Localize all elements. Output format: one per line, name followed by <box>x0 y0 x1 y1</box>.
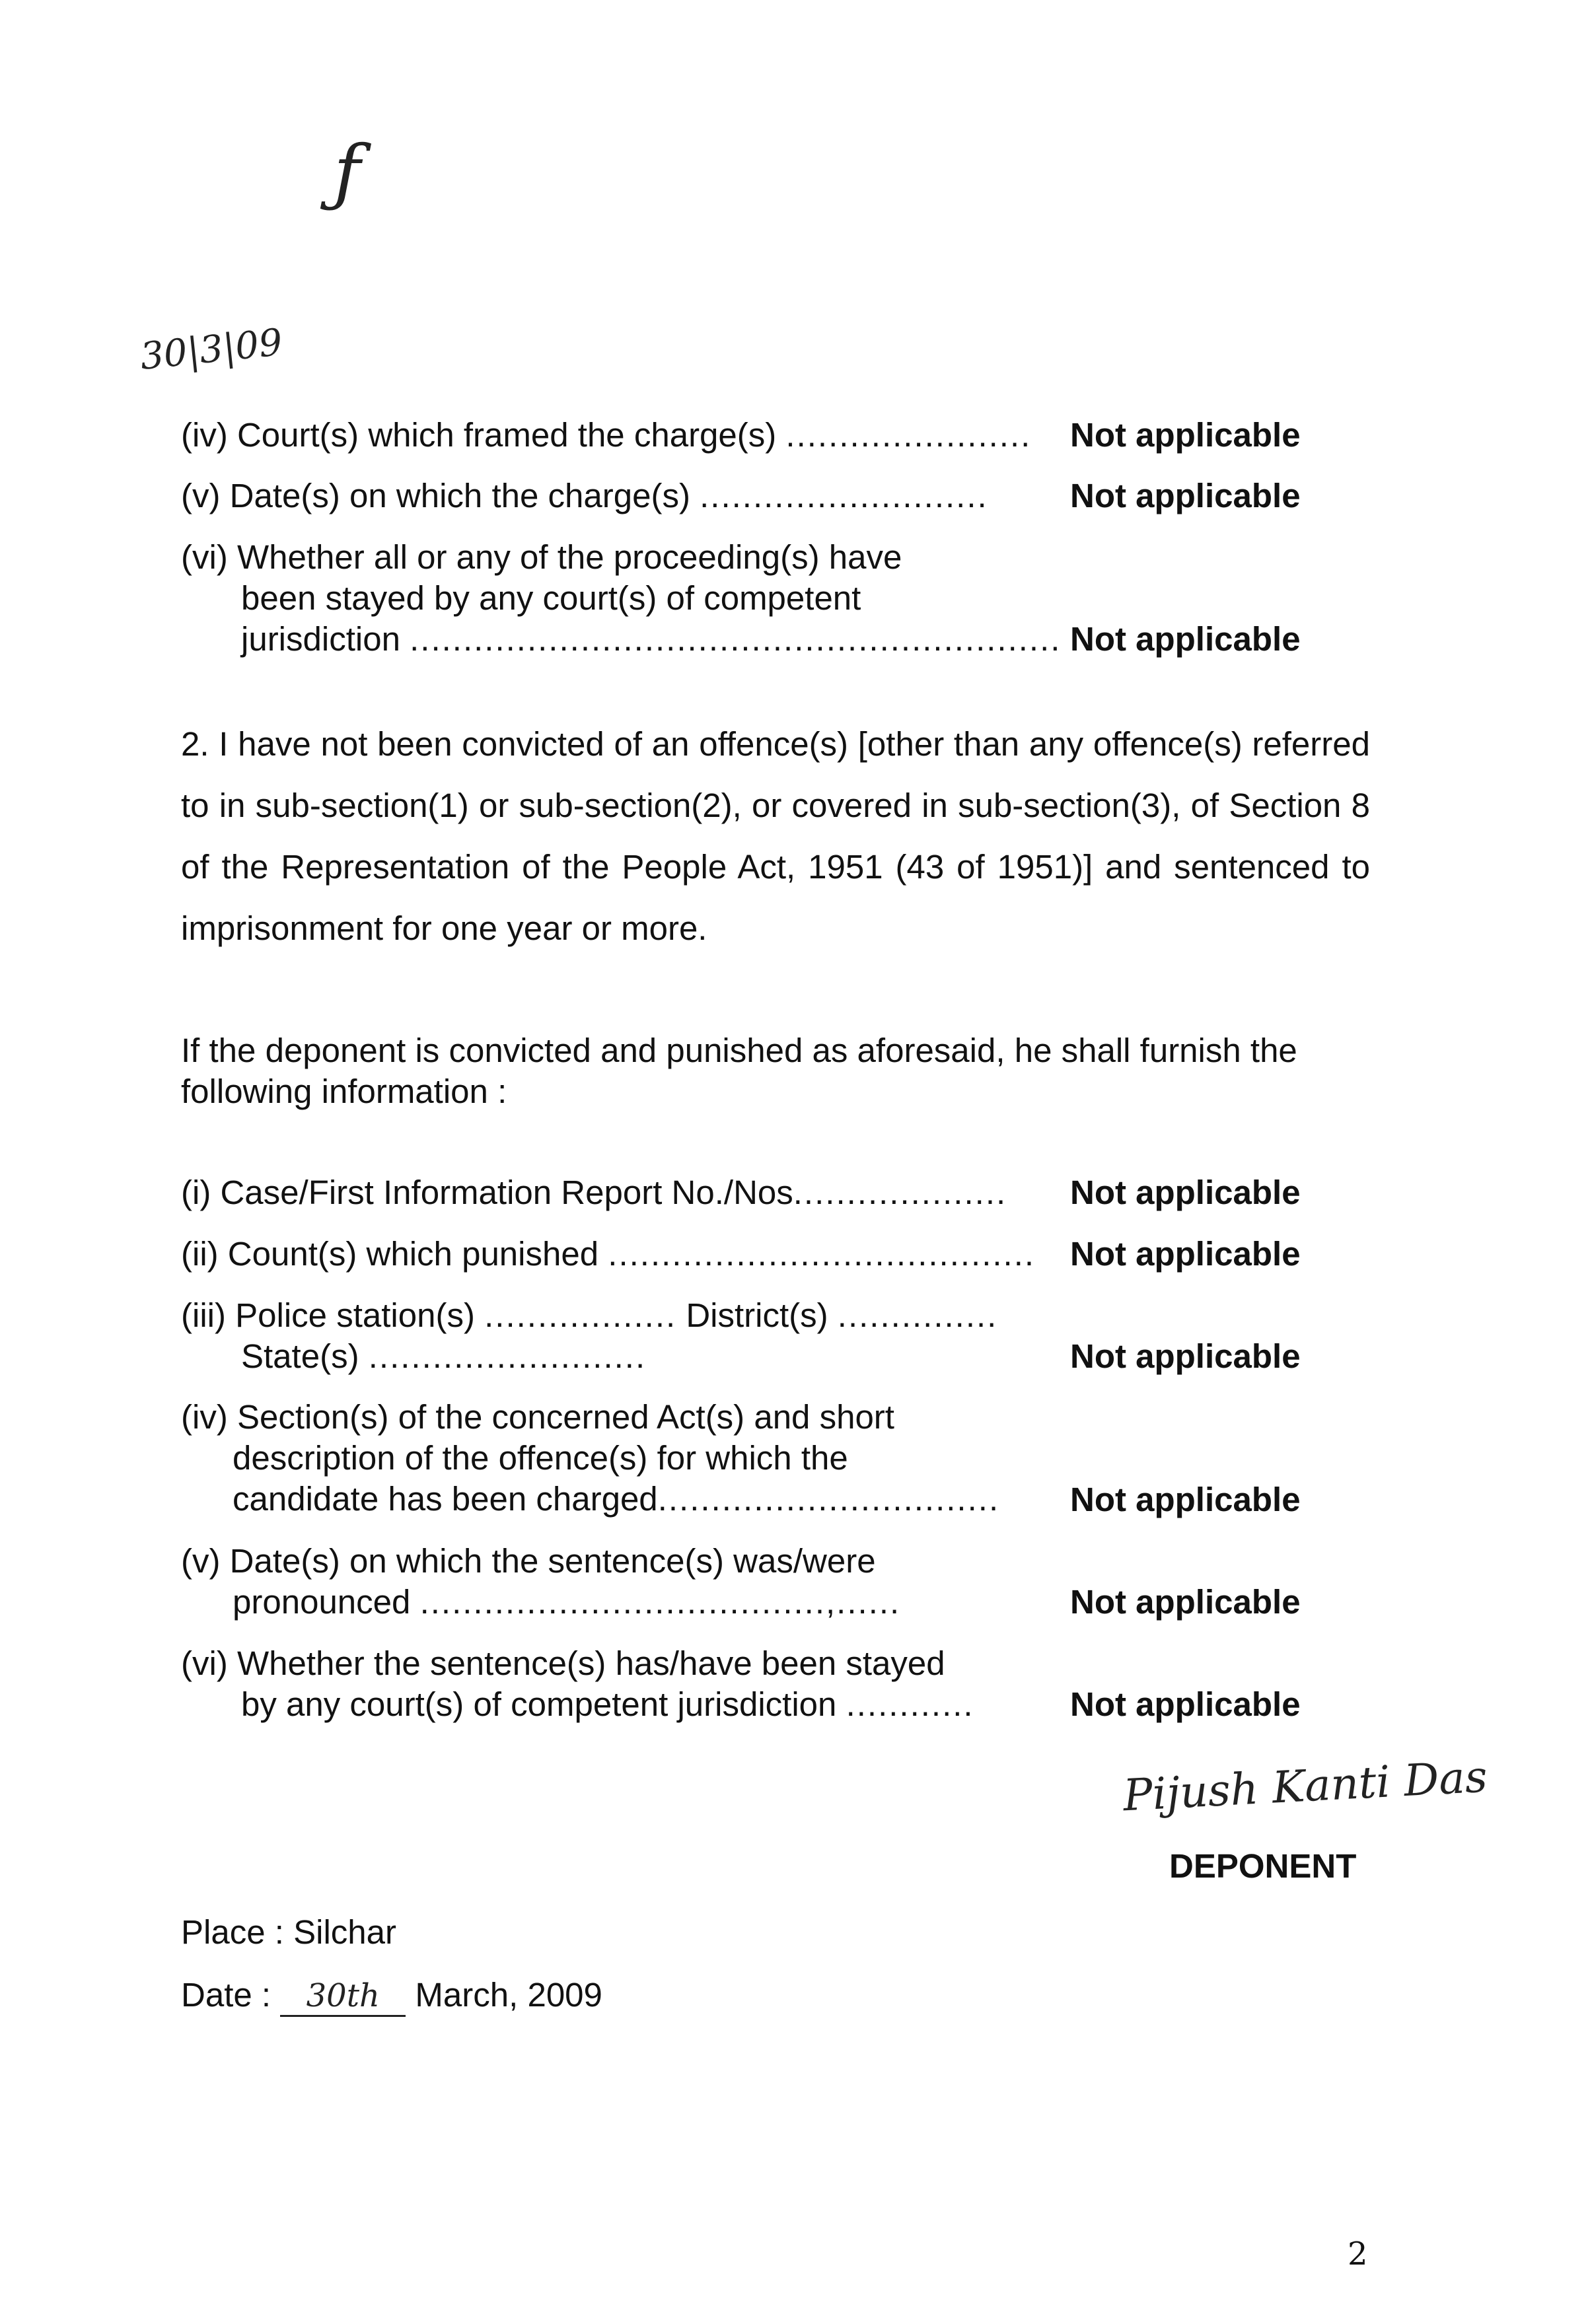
section-number: 2. <box>181 725 209 763</box>
value-not-applicable: Not applicable <box>1070 1337 1301 1375</box>
item-police-station: (iii) Police station(s) .................. District(s) ............... State(s) .......................... <box>181 1296 998 1375</box>
item-date-charge: (v) Date(s) on which the charge(s) ........................... <box>181 477 988 514</box>
handwritten-date: 30|3|09 <box>138 320 285 379</box>
deponent-signature: Pijush Kanti Das <box>1122 1751 1489 1821</box>
value-not-applicable: Not applicable <box>1070 1235 1301 1273</box>
item-court-punished: (ii) Count(s) which punished ........................................ <box>181 1235 1036 1273</box>
value-not-applicable: Not applicable <box>1070 620 1301 658</box>
value-not-applicable: Not applicable <box>1070 1174 1301 1211</box>
place-line: Place : Silchar <box>181 1913 396 1951</box>
page-number: 2 <box>1348 2236 1368 2272</box>
handwritten-initial: ƒ <box>334 129 361 214</box>
value-not-applicable: Not applicable <box>1070 416 1301 454</box>
value-not-applicable: Not applicable <box>1070 477 1301 514</box>
item-label: (iv) Court(s) which framed the charge(s) <box>181 416 777 454</box>
item-court-framed-charge: (iv) Court(s) which framed the charge(s) ....................... <box>181 416 1032 454</box>
item-case-fir: (i) Case/First Information Report No./Nos.................... <box>181 1174 1007 1211</box>
item-proceedings-stayed: (vi) Whether all or any of the proceeding(s) have been stayed by any court(s) of competent jurisdiction ............................................................. <box>181 538 1062 658</box>
date-line: Date : 30th March, 2009 <box>181 1975 602 2017</box>
value-not-applicable: Not applicable <box>1070 1583 1301 1621</box>
handwritten-day: 30th <box>280 1977 406 2017</box>
intro-paragraph: If the deponent is convicted and punished as aforesaid, he shall furnish the following information : <box>181 1032 1297 1110</box>
item-sentence-stayed: (vi) Whether the sentence(s) has/have been stayed by any court(s) of competent jurisdiction ............ <box>181 1644 974 1723</box>
item-sentence-date: (v) Date(s) on which the sentence(s) was/were pronounced ......................................,...... <box>181 1542 901 1621</box>
item-label: (v) Date(s) on which the charge(s) <box>181 477 690 514</box>
section-2-paragraph: 2. I have not been convicted of an offence(s) [other than any offence(s) referred to in sub-section(1) or sub-section(2), or covered in sub-section(3), of Section 8 of the Representation of the People Act, 1951 (43 of 1951)] and sentenced to imprisonment for one year or more. <box>181 725 1370 947</box>
value-not-applicable: Not applicable <box>1070 1685 1301 1723</box>
value-not-applicable: Not applicable <box>1070 1481 1301 1518</box>
deponent-title: DEPONENT <box>1169 1847 1357 1885</box>
item-sections-act: (iv) Section(s) of the concerned Act(s) and short description of the offence(s) for which the candidate has been charged................................ <box>181 1398 1000 1518</box>
